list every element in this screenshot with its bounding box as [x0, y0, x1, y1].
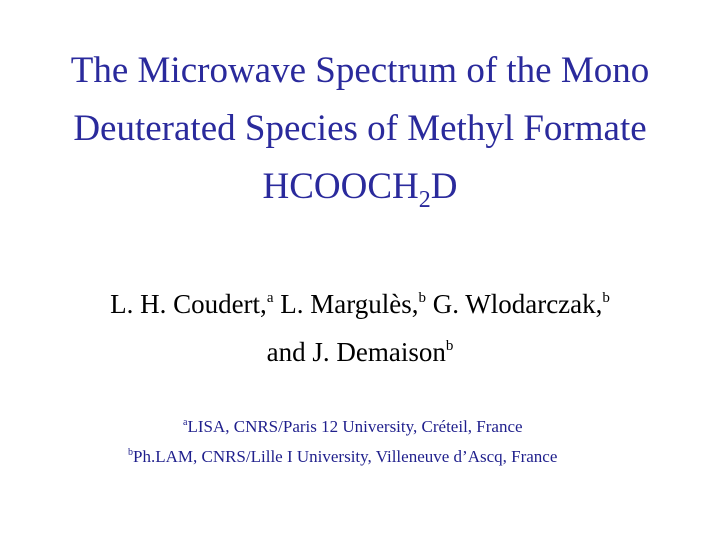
- affil-mark: b: [602, 290, 610, 306]
- author-coudert: L. H. Coudert,: [110, 289, 267, 319]
- author-list: [0, 280, 720, 376]
- author-margules: L. Margulès,: [280, 289, 419, 319]
- author-demaison: and J. Demaison: [266, 337, 446, 367]
- affil-mark: a: [266, 290, 274, 306]
- affil-mark: b: [418, 290, 426, 306]
- affiliation-b: [0, 442, 720, 472]
- affil-mark: b: [445, 338, 454, 354]
- affil-mark: a: [183, 417, 188, 428]
- authors-line-1: [0, 280, 720, 328]
- affiliation-list: [0, 412, 720, 472]
- authors-line-2: [0, 328, 720, 376]
- formula-main: HCOOCH: [262, 166, 419, 207]
- title-formula: [0, 158, 720, 216]
- formula-end: D: [430, 166, 458, 207]
- title-line-1: The Microwave Spectrum of the Mono: [70, 50, 650, 91]
- affil-mark: b: [128, 447, 133, 458]
- affiliation-a: [0, 412, 720, 442]
- affiliation-text: LISA, CNRS/Paris 12 University, Créteil, France: [187, 417, 523, 436]
- title-line-2: Deuterated Species of Methyl Formate: [73, 108, 647, 149]
- slide-title: [0, 42, 720, 216]
- author-wlodarczak: G. Wlodarczak,: [432, 289, 603, 319]
- formula-subscript: 2: [418, 187, 431, 213]
- affiliation-text: Ph.LAM, CNRS/Lille I University, Villeneuve d’Ascq, France: [133, 447, 558, 466]
